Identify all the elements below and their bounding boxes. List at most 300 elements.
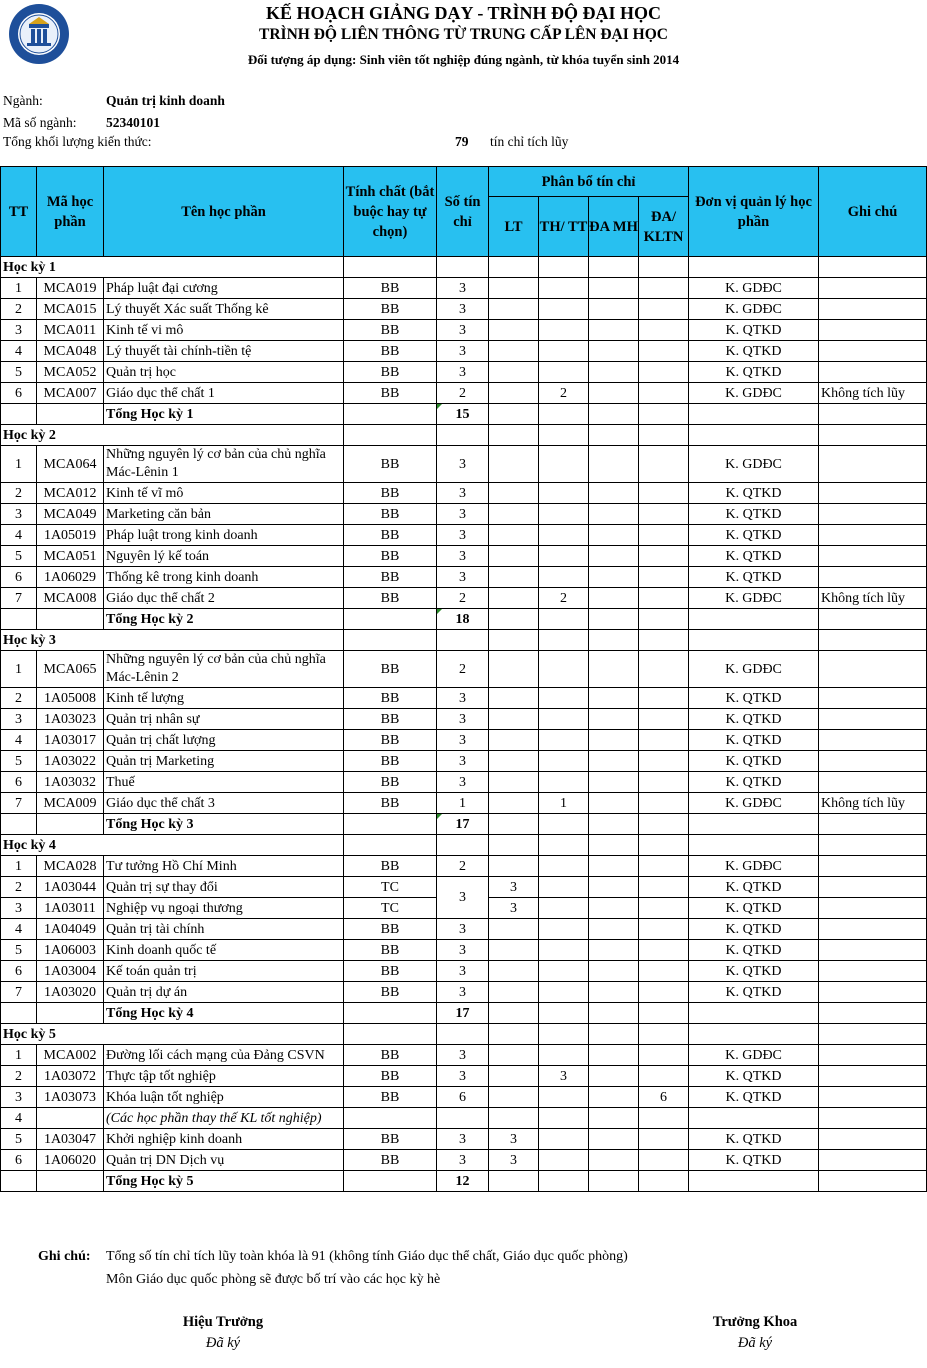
course-code: 1A05008 [37,688,104,709]
code-label: Mã số ngành: [3,115,77,130]
total-knowledge-label: Tổng khối lượng kiến thức: [3,134,152,149]
course-row [1,1045,927,1066]
course-da-mh [589,1129,639,1150]
course-da-mh [589,940,639,961]
course-tt: 4 [1,1108,37,1129]
course-name: Quản trị DN Dịch vụ [104,1150,344,1171]
course-da-kltn [639,446,689,483]
course-code: MCA049 [37,504,104,525]
empty-cell [539,1003,589,1024]
course-da-kltn [639,278,689,299]
course-code: 1A06020 [37,1150,104,1171]
document-subtitle: TRÌNH ĐỘ LIÊN THÔNG TỪ TRUNG CẤP LÊN ĐẠI HỌC [259,26,668,43]
course-row [1,446,927,483]
course-type: BB [344,278,437,299]
course-th: 1 [539,793,589,814]
course-tt: 1 [1,651,37,688]
empty-cell [37,814,104,835]
empty-cell [819,609,927,630]
course-type: BB [344,793,437,814]
course-da-mh [589,504,639,525]
semester-header-row [1,835,927,856]
course-da-kltn [639,504,689,525]
course-unit: K. QTKD [689,341,819,362]
empty-cell [489,835,539,856]
course-th [539,1087,589,1108]
empty-cell [437,835,489,856]
course-lt [489,856,539,877]
course-code: MCA009 [37,793,104,814]
course-lt: 3 [489,877,539,898]
empty-cell [539,1024,589,1045]
course-credits: 3 [437,483,489,504]
course-credits: 2 [437,856,489,877]
empty-cell [589,1003,639,1024]
empty-cell [489,814,539,835]
signature-rector-title: Hiệu Trưởng [182,1314,264,1330]
empty-cell [344,257,437,278]
course-type: BB [344,651,437,688]
course-name: Khóa luận tốt nghiệp [104,1087,344,1108]
course-th [539,483,589,504]
course-th [539,567,589,588]
course-lt [489,483,539,504]
course-type: BB [344,940,437,961]
course-code: MCA019 [37,278,104,299]
course-code: 1A03032 [37,772,104,793]
course-row [1,651,927,688]
course-type: BB [344,961,437,982]
course-name: Kinh doanh quốc tế [104,940,344,961]
document-title: KẾ HOẠCH GIẢNG DẠY - TRÌNH ĐỘ ĐẠI HỌC [265,3,662,23]
course-row [1,278,927,299]
course-da-kltn [639,982,689,1003]
course-type [344,1108,437,1129]
course-note: Không tích lũy [819,588,927,609]
course-name: Quản trị sự thay đổi [104,877,344,898]
signature-dean [680,1314,830,1352]
course-type: BB [344,688,437,709]
course-lt [489,961,539,982]
course-da-kltn [639,1150,689,1171]
course-da-kltn [639,1108,689,1129]
course-type: BB [344,383,437,404]
course-code: 1A03017 [37,730,104,751]
course-da-kltn [639,940,689,961]
course-lt: 3 [489,1150,539,1171]
course-row [1,546,927,567]
course-credits: 3 [437,772,489,793]
course-da-mh [589,772,639,793]
course-credits: 3 [437,919,489,940]
course-name: Thuế [104,772,344,793]
course-credits: 2 [437,588,489,609]
course-unit: K. GDĐC [689,588,819,609]
course-code: MCA015 [37,299,104,320]
empty-cell [589,1171,639,1192]
course-th [539,1045,589,1066]
semester-header-row [1,630,927,651]
semester-total-credits: 17 [437,1003,489,1024]
course-credits [437,1108,489,1129]
course-name: Quản trị chất lượng [104,730,344,751]
notes-label: Ghi chú: [38,1249,91,1264]
course-lt [489,278,539,299]
course-name: Quản trị Marketing [104,751,344,772]
course-row [1,793,927,814]
course-tt: 6 [1,1150,37,1171]
course-name: Thống kê trong kinh doanh [104,567,344,588]
col-name: Tên học phần [104,167,344,257]
course-da-mh [589,1066,639,1087]
course-tt: 1 [1,1045,37,1066]
course-th [539,525,589,546]
course-credits: 3 [437,1045,489,1066]
course-note [819,483,927,504]
empty-cell [639,257,689,278]
course-name: Đường lối cách mạng của Đảng CSVN [104,1045,344,1066]
course-unit: K. QTKD [689,919,819,940]
course-th [539,856,589,877]
course-lt [489,588,539,609]
course-type: BB [344,483,437,504]
course-note [819,751,927,772]
empty-cell [819,630,927,651]
course-unit: K. GDĐC [689,383,819,404]
course-th [539,320,589,341]
empty-cell [344,1171,437,1192]
course-row [1,525,927,546]
course-th: 3 [539,1066,589,1087]
course-type: BB [344,751,437,772]
course-credits: 3 [437,751,489,772]
course-lt [489,940,539,961]
empty-cell [819,1171,927,1192]
course-code [37,1108,104,1129]
course-code: 1A03020 [37,982,104,1003]
course-unit: K. QTKD [689,504,819,525]
course-da-mh [589,961,639,982]
course-name: Những nguyên lý cơ bản của chủ nghĩa Mác-Lênin 1 [104,446,344,483]
major-label: Ngành: [3,93,43,108]
semester-total-row [1,1003,927,1024]
signature-rector-status: Đã ký [205,1335,241,1351]
course-row [1,320,927,341]
course-da-kltn [639,483,689,504]
course-row [1,856,927,877]
col-lt: LT [489,197,539,257]
signature-dean-title: Trưởng Khoa [712,1314,798,1330]
major-value: Quản trị kinh doanh [106,93,225,108]
course-row [1,772,927,793]
course-credits: 3 [437,877,489,919]
course-note [819,1087,927,1108]
empty-cell [344,835,437,856]
course-th [539,898,589,919]
course-name: Lý thuyết Xác suất Thống kê [104,299,344,320]
course-credits: 3 [437,567,489,588]
course-th [539,1150,589,1171]
course-da-kltn [639,919,689,940]
empty-cell [819,814,927,835]
course-tt: 3 [1,898,37,919]
empty-cell [539,609,589,630]
course-name: Pháp luật đại cương [104,278,344,299]
course-da-mh [589,877,639,898]
course-tt: 4 [1,525,37,546]
course-type: BB [344,567,437,588]
course-th [539,341,589,362]
course-note [819,730,927,751]
empty-cell [639,630,689,651]
empty-cell [37,1003,104,1024]
empty-cell [639,609,689,630]
empty-cell [37,609,104,630]
empty-cell [589,609,639,630]
empty-cell [37,1171,104,1192]
course-note [819,877,927,898]
course-da-mh [589,651,639,688]
course-name: Quản trị dự án [104,982,344,1003]
course-note: Không tích lũy [819,793,927,814]
course-code: MCA007 [37,383,104,404]
course-note [819,1129,927,1150]
course-th [539,278,589,299]
course-type: BB [344,1150,437,1171]
course-da-mh [589,383,639,404]
course-da-mh [589,793,639,814]
course-da-mh [589,1108,639,1129]
course-row [1,483,927,504]
col-type: Tính chất (bắt buộc hay tự chọn) [344,167,437,257]
empty-cell [689,1003,819,1024]
course-type: BB [344,546,437,567]
course-th [539,446,589,483]
course-lt [489,1045,539,1066]
course-lt [489,793,539,814]
document-scope: Đối tượng áp dụng: Sinh viên tốt nghiệp đúng ngành, từ khóa tuyển sinh 2014 [247,52,680,67]
course-th: 2 [539,383,589,404]
course-code: MCA048 [37,341,104,362]
course-credits: 3 [437,446,489,483]
course-code: 1A05019 [37,525,104,546]
course-unit: K. GDĐC [689,793,819,814]
course-credits: 3 [437,982,489,1003]
empty-cell [819,404,927,425]
course-credits: 3 [437,299,489,320]
course-unit: K. QTKD [689,898,819,919]
course-th [539,982,589,1003]
semester-label: Học kỳ 3 [1,630,344,651]
course-tt: 5 [1,1129,37,1150]
course-unit: K. QTKD [689,1087,819,1108]
course-note [819,688,927,709]
empty-cell [489,404,539,425]
course-da-mh [589,341,639,362]
empty-cell [689,425,819,446]
course-th [539,299,589,320]
course-credits: 3 [437,709,489,730]
course-note [819,567,927,588]
course-th [539,1108,589,1129]
empty-cell [639,1003,689,1024]
course-unit: K. QTKD [689,362,819,383]
course-da-kltn [639,320,689,341]
course-da-kltn [639,709,689,730]
course-unit: K. QTKD [689,709,819,730]
course-da-mh [589,483,639,504]
course-lt: 3 [489,1129,539,1150]
course-tt: 6 [1,772,37,793]
course-credits: 2 [437,383,489,404]
course-name: Pháp luật trong kinh doanh [104,525,344,546]
empty-cell [539,425,589,446]
course-th [539,1129,589,1150]
course-unit: K. GDĐC [689,651,819,688]
semester-label: Học kỳ 1 [1,257,344,278]
course-note [819,1108,927,1129]
course-unit: K. QTKD [689,1129,819,1150]
course-code: 1A03073 [37,1087,104,1108]
course-tt: 3 [1,1087,37,1108]
course-tt: 5 [1,546,37,567]
course-code: MCA051 [37,546,104,567]
empty-cell [589,1024,639,1045]
col-code: Mã học phần [37,167,104,257]
empty-cell [489,425,539,446]
course-unit: K. QTKD [689,483,819,504]
empty-cell [437,630,489,651]
course-da-kltn [639,898,689,919]
course-row [1,982,927,1003]
course-row [1,588,927,609]
course-da-kltn [639,651,689,688]
course-credits: 3 [437,504,489,525]
empty-cell [344,814,437,835]
course-th [539,961,589,982]
course-note [819,1150,927,1171]
course-row [1,877,927,898]
course-tt: 2 [1,483,37,504]
course-note [819,856,927,877]
empty-cell [689,257,819,278]
empty-cell [344,609,437,630]
course-note [819,961,927,982]
course-row [1,961,927,982]
course-unit: K. QTKD [689,1150,819,1171]
course-note [819,919,927,940]
course-tt: 5 [1,362,37,383]
empty-cell [539,630,589,651]
empty-cell [689,1171,819,1192]
empty-cell [589,404,639,425]
total-knowledge-unit: tín chỉ tích lũy [490,134,569,149]
course-note [819,709,927,730]
course-tt: 3 [1,709,37,730]
course-note [819,1045,927,1066]
empty-cell [689,630,819,651]
course-lt: 3 [489,898,539,919]
empty-cell [539,835,589,856]
course-name: Thực tập tốt nghiệp [104,1066,344,1087]
empty-cell [437,1024,489,1045]
course-code: MCA028 [37,856,104,877]
course-da-kltn [639,588,689,609]
course-unit: K. QTKD [689,1066,819,1087]
course-code: 1A06003 [37,940,104,961]
empty-cell [1,404,37,425]
course-lt [489,320,539,341]
course-note [819,504,927,525]
course-row [1,1108,927,1129]
course-row [1,299,927,320]
course-type: BB [344,1045,437,1066]
course-note [819,772,927,793]
course-code: 1A03072 [37,1066,104,1087]
empty-cell [344,1003,437,1024]
course-tt: 1 [1,278,37,299]
course-name: Tư tưởng Hồ Chí Minh [104,856,344,877]
course-name: Nguyên lý kế toán [104,546,344,567]
course-type: BB [344,525,437,546]
course-row [1,940,927,961]
course-type: BB [344,1066,437,1087]
course-code: MCA008 [37,588,104,609]
empty-cell [1,814,37,835]
course-code: 1A03023 [37,709,104,730]
course-th [539,919,589,940]
course-type: BB [344,772,437,793]
empty-cell [819,835,927,856]
semester-total-label: Tổng Học kỳ 1 [104,404,344,425]
empty-cell [539,404,589,425]
course-row [1,1150,927,1171]
course-code: MCA064 [37,446,104,483]
course-credits: 1 [437,793,489,814]
empty-cell [589,425,639,446]
course-da-kltn [639,793,689,814]
course-name: Giáo dục thể chất 2 [104,588,344,609]
course-lt [489,772,539,793]
empty-cell [344,404,437,425]
course-da-kltn [639,751,689,772]
col-da-kltn: ĐA/ KLTN [639,197,689,257]
semester-header-row [1,1024,927,1045]
course-row [1,751,927,772]
empty-cell [639,814,689,835]
course-tt: 2 [1,1066,37,1087]
empty-cell [37,404,104,425]
col-th: TH/ TT [539,197,589,257]
course-unit: K. GDĐC [689,856,819,877]
course-th [539,362,589,383]
empty-cell [437,257,489,278]
semester-total-credits: 15 [437,404,489,425]
course-tt: 5 [1,751,37,772]
course-da-mh [589,320,639,341]
course-lt [489,383,539,404]
empty-cell [639,835,689,856]
course-lt [489,982,539,1003]
course-lt [489,362,539,383]
course-note [819,446,927,483]
signature-rector [148,1314,298,1352]
course-credits: 3 [437,362,489,383]
course-da-kltn [639,730,689,751]
course-unit: K. GDĐC [689,278,819,299]
course-note [819,898,927,919]
course-code: MCA052 [37,362,104,383]
